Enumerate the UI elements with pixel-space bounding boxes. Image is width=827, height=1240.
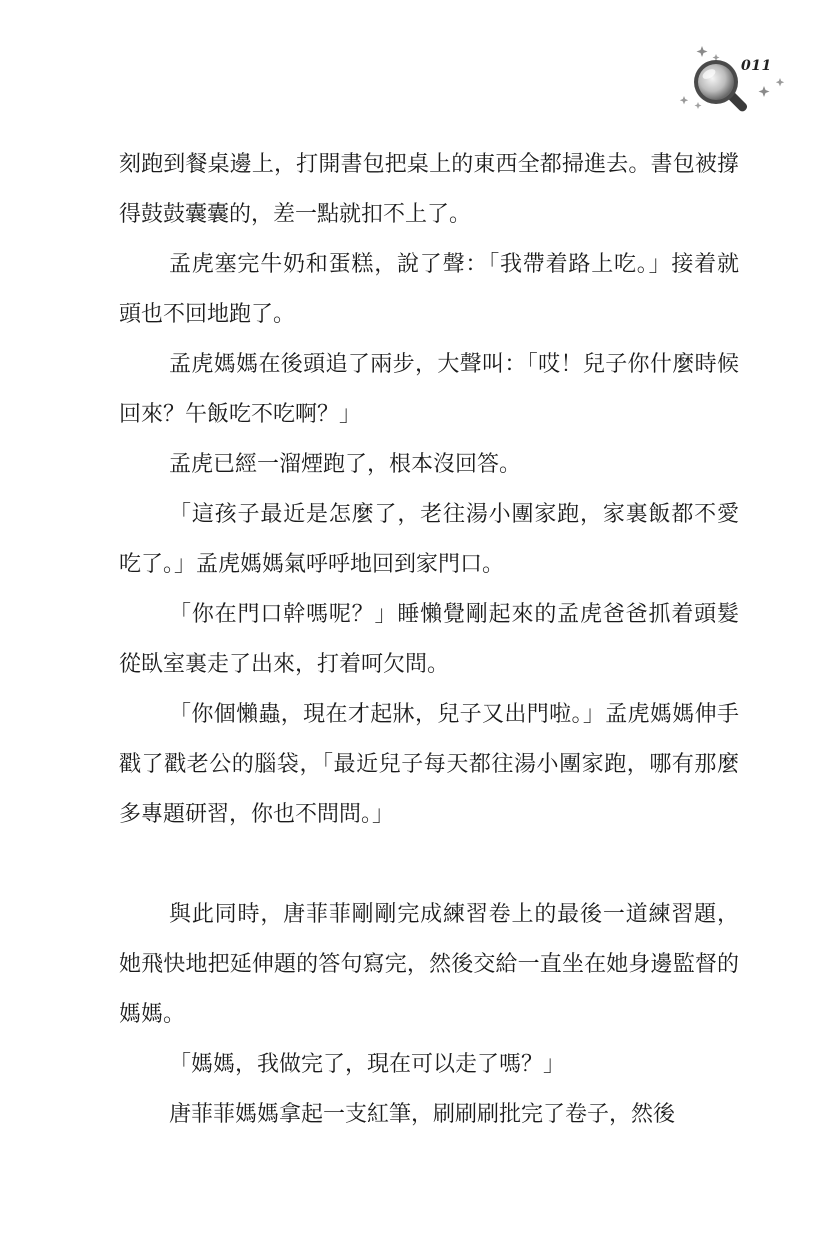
magnifier-icon	[678, 44, 788, 116]
paragraph: 「你個懶蟲，現在才起牀，兒子又出門啦。」孟虎媽媽伸手戳了戳老公的腦袋，「最近兒子每天都往湯小團家跑，哪有那麼多專題研習，你也不問問。」	[119, 702, 739, 827]
body-text	[119, 140, 739, 1140]
paragraph: 「這孩子最近是怎麼了，老往湯小團家跑，家裏飯都不愛吃了。」孟虎媽媽氣呼呼地回到家門口。	[119, 502, 739, 577]
section-break	[119, 840, 739, 890]
page-number: 011	[741, 58, 772, 74]
paragraph: 「你在門口幹嗎呢？」睡懶覺剛起來的孟虎爸爸抓着頭髮從臥室裏走了出來，打着呵欠問。	[119, 602, 739, 677]
paragraph: 與此同時，唐菲菲剛剛完成練習卷上的最後一道練習題，她飛快地把延伸題的答句寫完，然後交給一直坐在她身邊監督的媽媽。	[119, 902, 739, 1027]
paragraph: 刻跑到餐桌邊上，打開書包把桌上的東西全都掃進去。書包被撐得鼓鼓囊囊的，差一點就扣不上了。	[119, 152, 739, 227]
paragraph: 孟虎媽媽在後頭追了兩步，大聲叫：「哎！兒子你什麼時候回來？午飯吃不吃啊？」	[119, 352, 739, 427]
paragraph: 孟虎已經一溜煙跑了，根本沒回答。	[169, 452, 522, 477]
paragraph: 唐菲菲媽媽拿起一支紅筆，刷刷刷批完了卷子，然後	[169, 1102, 676, 1127]
paragraph: 孟虎塞完牛奶和蛋糕，說了聲：「我帶着路上吃。」接着就頭也不回地跑了。	[119, 252, 739, 327]
paragraph: 「媽媽，我做完了，現在可以走了嗎？」	[169, 1052, 566, 1077]
